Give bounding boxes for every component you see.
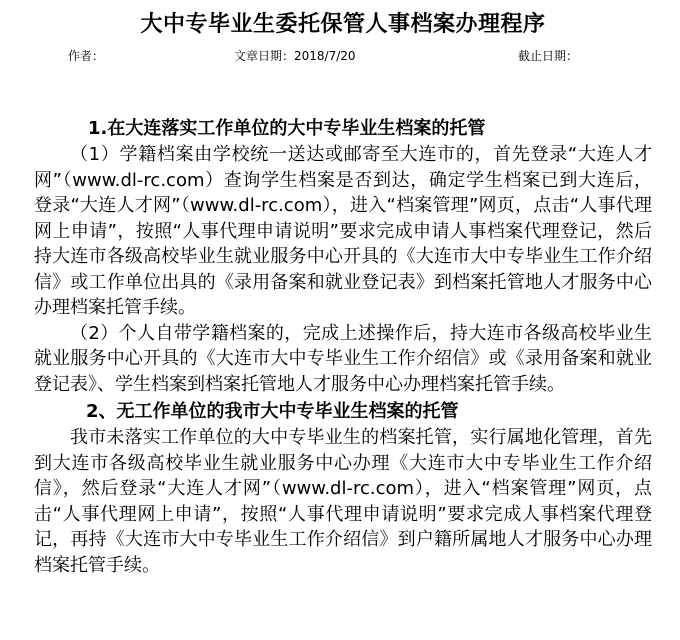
section-1-paragraph-2: （2）个人自带学籍档案的，完成上述操作后，持大连市各级高校毕业生就业服务中心开具的《大连市大中专毕业生工作介绍信》或《录用备案和就业登记表》、学生档案到档案托管地人才服务中心办理档案托管手续。 [34,322,652,395]
author-label: 作者： [68,49,105,63]
article-date: 文章日期：2018/7/20 [234,49,356,63]
section-2-heading: 2、无工作单位的我市大中专毕业生档案的托管 [86,401,459,422]
section-1-paragraph-1: （1）学籍档案由学校统一送达或邮寄至大连市的，首先登录“大连人才网”（www.dl-rc.com）查询学生档案是否到达，确定学生档案已到大连后，登录“大连人才网”（www.dl-rc.com），进入“档案管理”网页，点击“人事代理网上申请”，按照“人事代理申请说明”要求完成申请人事档案代理登记，然后持大连市各级高校毕业生就业服务中心开具的《大连市大中专毕业生工作介绍信》或工作单位出具的《录用备案和就业登记表》到档案托管地人才服务中心办理档案托管手续。 [34,144,652,318]
section-1-heading: 1.在大连落实工作单位的大中专毕业生档案的托管 [88,118,486,139]
deadline-label: 截止日期： [518,49,579,63]
meta-row [34,48,652,72]
section-2-paragraph-1: 我市未落实工作单位的大中专毕业生的档案托管，实行属地化管理，首先到大连市各级高校毕业生就业服务中心办理《大连市大中专毕业生工作介绍信》，然后登录“大连人才网”（www.dl-rc.com），进入“档案管理”网页，点击“人事代理网上申请”，按照“人事代理申请说明”要求完成人事档案代理登记，再持《大连市大中专毕业生工作介绍信》到户籍所属地人才服务中心办理档案托管手续。 [34,427,652,576]
document-title: 大中专毕业生委托保管人事档案办理程序 [140,12,546,37]
